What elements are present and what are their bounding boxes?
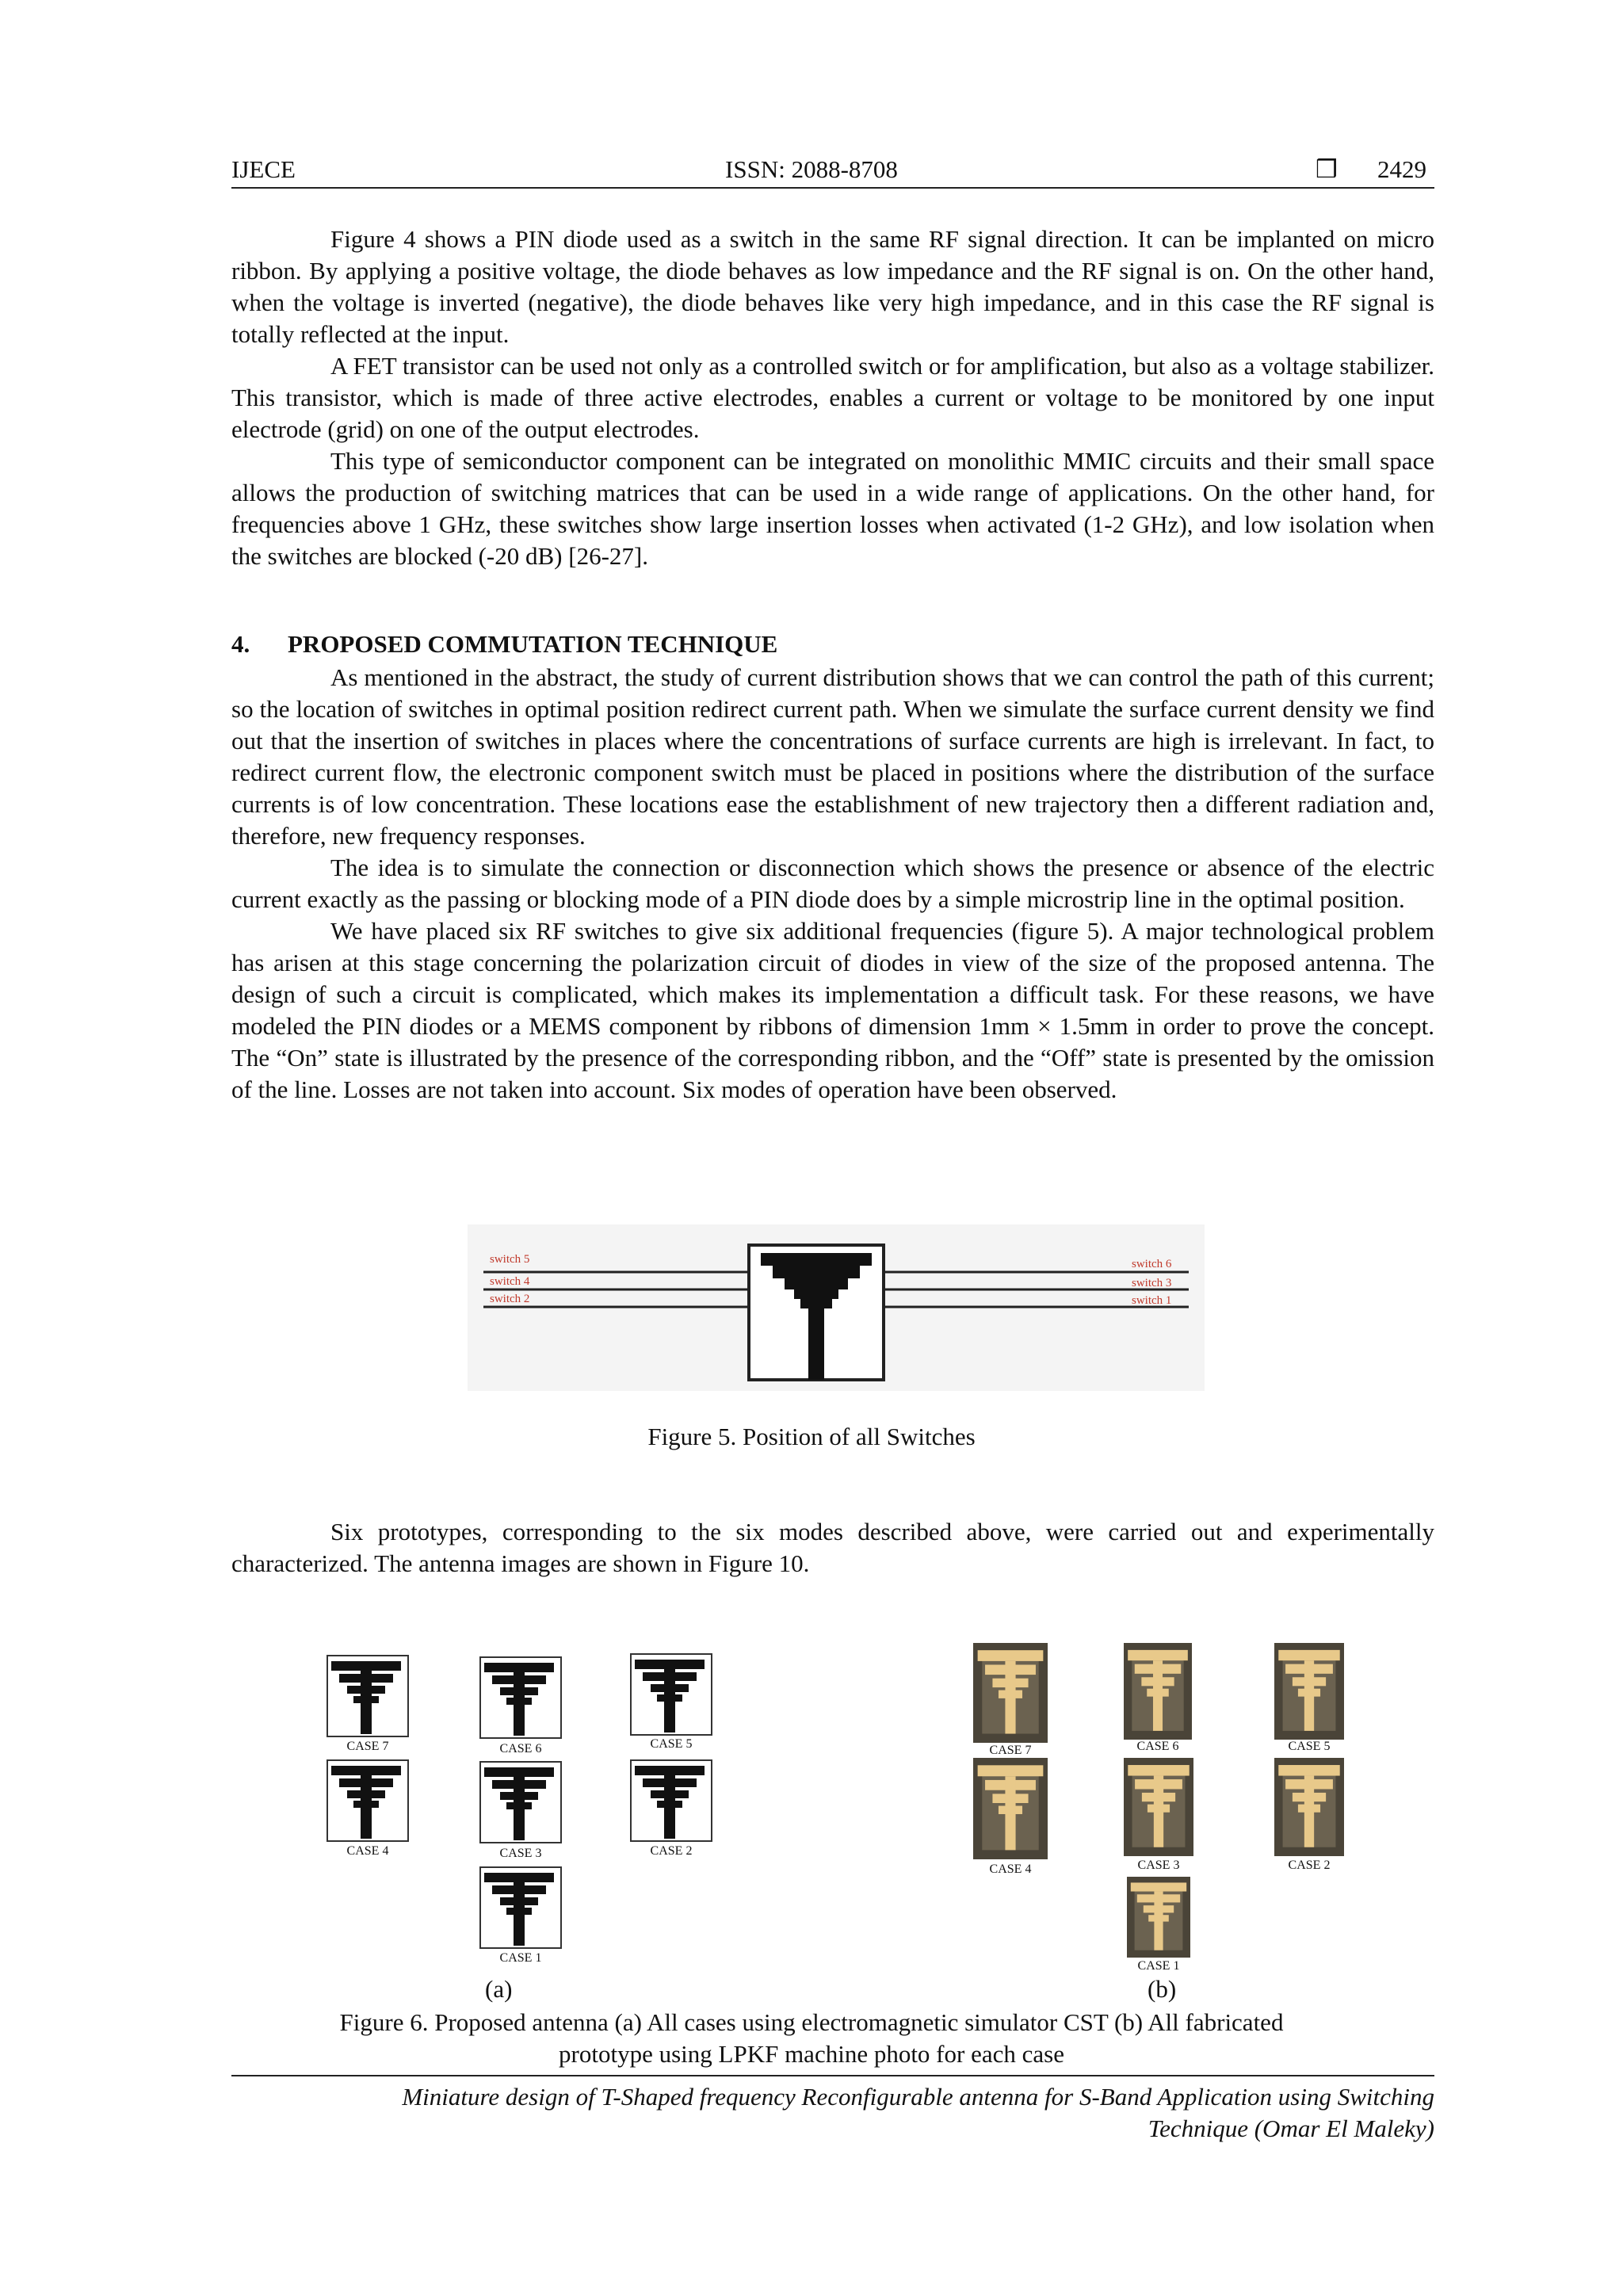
body-text-top xyxy=(231,223,1434,572)
paragraph: Figure 4 shows a PIN diode used as a switch in the same RF signal direction. It can be implanted on micro ribbon. By applying a positive voltage, the diode behaves as low impedance and the RF signal is on. On the other hand, when the voltage is inverted (negative), the diode behaves like very high impedance, and in this case the RF signal is totally reflected at the input. xyxy=(231,225,1434,348)
simulated-antenna-image xyxy=(327,1759,409,1842)
case-label: CASE 5 xyxy=(1288,1740,1331,1753)
case-label: CASE 2 xyxy=(650,1844,693,1858)
fabricated-antenna-photo xyxy=(1274,1643,1344,1740)
case-label: CASE 7 xyxy=(346,1740,389,1753)
journal-name: IJECE xyxy=(231,155,296,183)
figure6-label-a: (a) xyxy=(485,1975,513,2003)
paragraph: A FET transistor can be used not only as a controlled switch or for amplification, but also as a voltage stabilizer. This transistor, which is made of three active electrodes, enables a current or voltage to be monitored by one input electrode (grid) on one of the output electrodes. xyxy=(231,352,1434,443)
figure5-switch-diagram xyxy=(468,1224,1205,1391)
issn: ISSN: 2088-8708 xyxy=(725,155,898,183)
paragraph: We have placed six RF switches to give six additional frequencies (figure 5). A major technological problem has arisen at this stage concerning the polarization circuit of diodes in view of the size of the proposed antenna. The design of such a circuit is complicated, which makes its implementation a difficult task. For these reasons, we have modeled the PIN diodes or a MEMS component by ribbons of dimension 1mm × 1.5mm in order to prove the concept. The “On” state is illustrated by the presence of the corresponding ribbon, and the “Off” state is presented by the omission of the line. Losses are not taken into account. Six modes of operation have been observed. xyxy=(231,917,1434,1103)
case-label: CASE 1 xyxy=(1137,1959,1180,1973)
figure5-caption: Figure 5. Position of all Switches xyxy=(647,1423,976,1450)
figure6-caption-line1: Figure 6. Proposed antenna (a) All cases using electromagnetic simulator CST (b) All fabricated xyxy=(339,2008,1284,2036)
switch-label: switch 6 xyxy=(1132,1258,1172,1270)
footer-line: Miniature design of T-Shaped frequency Reconfigurable antenna for S-Band Application using Switching xyxy=(402,2083,1434,2111)
body-text-section xyxy=(231,662,1434,1106)
switch-label: switch 3 xyxy=(1132,1277,1172,1289)
case-label: CASE 2 xyxy=(1288,1859,1331,1872)
section-title: PROPOSED COMMUTATION TECHNIQUE xyxy=(288,630,778,658)
fabricated-antenna-photo xyxy=(1124,1758,1193,1856)
case-label: CASE 3 xyxy=(1137,1859,1180,1872)
paragraph: As mentioned in the abstract, the study of current distribution shows that we can control the path of this current; so the location of switches in optimal position redirect current path. When we simulate the surface current density we find out that the insertion of switches in places where the concentrations of surface currents are high is irrelevant. In fact, to redirect current flow, the electronic component switch must be placed in positions where the distribution of the surface currents is of low concentration. These locations ease the establishment of new trajectory then a different radiation and, therefore, new frequency responses. xyxy=(231,663,1434,850)
paragraph: The idea is to simulate the connection or disconnection which shows the presence or absence of the electric current exactly as the passing or blocking mode of a PIN diode does by a simple microstrip line in the optimal position. xyxy=(231,854,1434,913)
case-label: CASE 3 xyxy=(499,1847,542,1860)
body-text-after-fig5 xyxy=(231,1516,1434,1580)
footer-citation xyxy=(231,2081,1434,2145)
footer-line: Technique (Omar El Maleky) xyxy=(1148,2115,1434,2142)
fabricated-antenna-photo xyxy=(973,1643,1048,1743)
fabricated-antenna-photo xyxy=(1274,1758,1344,1856)
fabricated-antenna-photo xyxy=(973,1758,1048,1859)
section-number: 4. xyxy=(231,630,250,658)
case-label: CASE 4 xyxy=(989,1862,1032,1876)
footer-rule xyxy=(231,2075,1434,2076)
fabricated-antenna-photo xyxy=(1127,1877,1190,1958)
case-label: CASE 5 xyxy=(650,1737,693,1751)
simulated-antenna-image xyxy=(479,1761,562,1843)
figure6-caption-line2: prototype using LPKF machine photo for each case xyxy=(559,2040,1064,2068)
page-number: 2429 xyxy=(1377,155,1426,183)
paragraph: This type of semiconductor component can be integrated on monolithic MMIC circuits and their small space allows the production of switching matrices that can be used in a wide range of applications. On the other hand, for frequencies above 1 GHz, these switches show large insertion losses when activated (1-2 GHz), and low isolation when the switches are blocked (-20 dB) [26-27]. xyxy=(231,447,1434,570)
figure6-label-b: (b) xyxy=(1148,1975,1177,2003)
case-label: CASE 6 xyxy=(1136,1740,1179,1753)
switch-label: switch 4 xyxy=(490,1275,530,1288)
paragraph: Six prototypes, corresponding to the six modes described above, were carried out and experimentally characterized. The antenna images are shown in Figure 10. xyxy=(231,1518,1434,1577)
header-rule xyxy=(231,187,1434,189)
case-label: CASE 1 xyxy=(499,1951,542,1965)
simulated-antenna-image xyxy=(327,1655,409,1737)
section-heading xyxy=(231,630,777,659)
simulated-antenna-image xyxy=(479,1866,562,1949)
case-label: CASE 6 xyxy=(499,1742,542,1755)
simulated-antenna-image xyxy=(630,1653,712,1736)
simulated-antenna-image xyxy=(630,1759,712,1842)
switch-label: switch 2 xyxy=(490,1293,530,1305)
box-icon: ❒ xyxy=(1316,155,1338,183)
case-label: CASE 4 xyxy=(346,1844,389,1858)
switch-label: switch 5 xyxy=(490,1253,530,1266)
case-label: CASE 7 xyxy=(989,1744,1032,1757)
switch-label: switch 1 xyxy=(1132,1294,1172,1307)
simulated-antenna-image xyxy=(479,1656,562,1739)
fabricated-antenna-photo xyxy=(1124,1643,1192,1740)
